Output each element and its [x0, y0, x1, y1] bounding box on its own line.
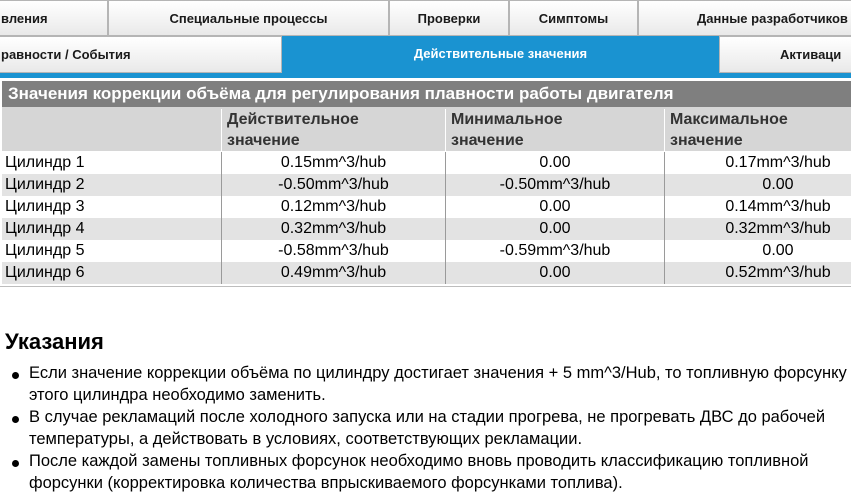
max-value: 0.52mm^3/hub: [664, 262, 851, 284]
tab-label: Активаци: [780, 47, 842, 62]
actual-value: 0.12mm^3/hub: [221, 196, 445, 218]
tab-activation[interactable]: [719, 36, 851, 73]
table-row: [2, 174, 851, 196]
tab-label: Специальные процессы: [169, 10, 328, 26]
tab-developer-data[interactable]: [638, 0, 851, 36]
active-tab-underline: [0, 73, 851, 78]
note-text: Если значение коррекции объёма по цилиндру достигает значения + 5 mm^3/Hub, то топливную форсунку этого цилиндра необходимо заменить.: [29, 364, 847, 404]
table-row: [2, 152, 851, 174]
note-text: После каждой замены топливных форсунок необходимо вновь проводить классификацию топливной форсунки (корректировка количества впрыскиваемого форсунками топлива).: [29, 452, 809, 492]
tab-events[interactable]: [0, 36, 282, 73]
notes-title: Указания: [5, 329, 104, 354]
max-value: 0.32mm^3/hub: [664, 218, 851, 240]
cylinder-name: Цилиндр 3: [5, 198, 85, 215]
tab-checks[interactable]: [389, 0, 509, 36]
table-title-text: Значения коррекции объёма для регулирования плавности работы двигателя: [8, 84, 674, 103]
cylinder-name: Цилиндр 4: [5, 220, 85, 237]
note-item: [8, 406, 851, 450]
cylinder-name: Цилиндр 1: [5, 154, 85, 171]
actual-value: 0.15mm^3/hub: [221, 152, 445, 174]
column-header-actual: Действительное значение: [221, 109, 445, 151]
tab-label: Симптомы: [538, 10, 609, 26]
max-value: 0.00: [664, 174, 851, 196]
tab-row-bottom: [0, 36, 851, 73]
cylinder-name: Цилиндр 5: [5, 242, 85, 259]
max-value: 0.17mm^3/hub: [664, 152, 851, 174]
min-value: -0.50mm^3/hub: [445, 174, 664, 196]
tab-special-processes[interactable]: [108, 0, 389, 36]
min-value: 0.00: [445, 218, 664, 240]
bullet-icon: [12, 372, 19, 379]
actual-value: -0.58mm^3/hub: [221, 240, 445, 262]
tab-label: вления: [1, 10, 48, 26]
tab-symptoms[interactable]: [509, 0, 638, 36]
min-value: 0.00: [445, 196, 664, 218]
max-value: 0.00: [664, 240, 851, 262]
table-title: [2, 81, 851, 107]
note-text: В случае рекламаций после холодного запуска или на стадии прогрева, не прогревать ДВС до рабочей температуры, а действовать в условиях, соответствующих рекламации.: [29, 408, 826, 448]
tab-deviations[interactable]: [0, 0, 108, 36]
table-row: [2, 240, 851, 262]
table-body: [2, 152, 851, 284]
actual-value: 0.32mm^3/hub: [221, 218, 445, 240]
cylinder-name: Цилиндр 6: [5, 264, 85, 281]
tab-label: Проверки: [417, 10, 481, 26]
min-value: 0.00: [445, 152, 664, 174]
tab-label: равности / События: [1, 47, 131, 62]
tab-label: Данные разработчиков: [697, 10, 848, 26]
column-header-max: Максимальное значение: [664, 109, 851, 151]
notes-list: [8, 362, 851, 494]
tab-actual-values[interactable]: [282, 36, 719, 73]
section-divider: [0, 286, 851, 287]
max-value: 0.14mm^3/hub: [664, 196, 851, 218]
min-value: -0.59mm^3/hub: [445, 240, 664, 262]
note-item: [8, 450, 851, 494]
min-value: 0.00: [445, 262, 664, 284]
actual-value: 0.49mm^3/hub: [221, 262, 445, 284]
actual-value: -0.50mm^3/hub: [221, 174, 445, 196]
column-header-min: Минимальное значение: [445, 109, 664, 151]
table-row: [2, 218, 851, 240]
tab-row-top: [0, 0, 851, 36]
tab-label: Действительные значения: [413, 46, 588, 61]
cylinder-name: Цилиндр 2: [5, 176, 85, 193]
table-row: [2, 262, 851, 284]
table-row: [2, 196, 851, 218]
bullet-icon: [12, 416, 19, 423]
bullet-icon: [12, 460, 19, 467]
table-column-headers: [2, 107, 851, 151]
note-item: [8, 362, 851, 406]
